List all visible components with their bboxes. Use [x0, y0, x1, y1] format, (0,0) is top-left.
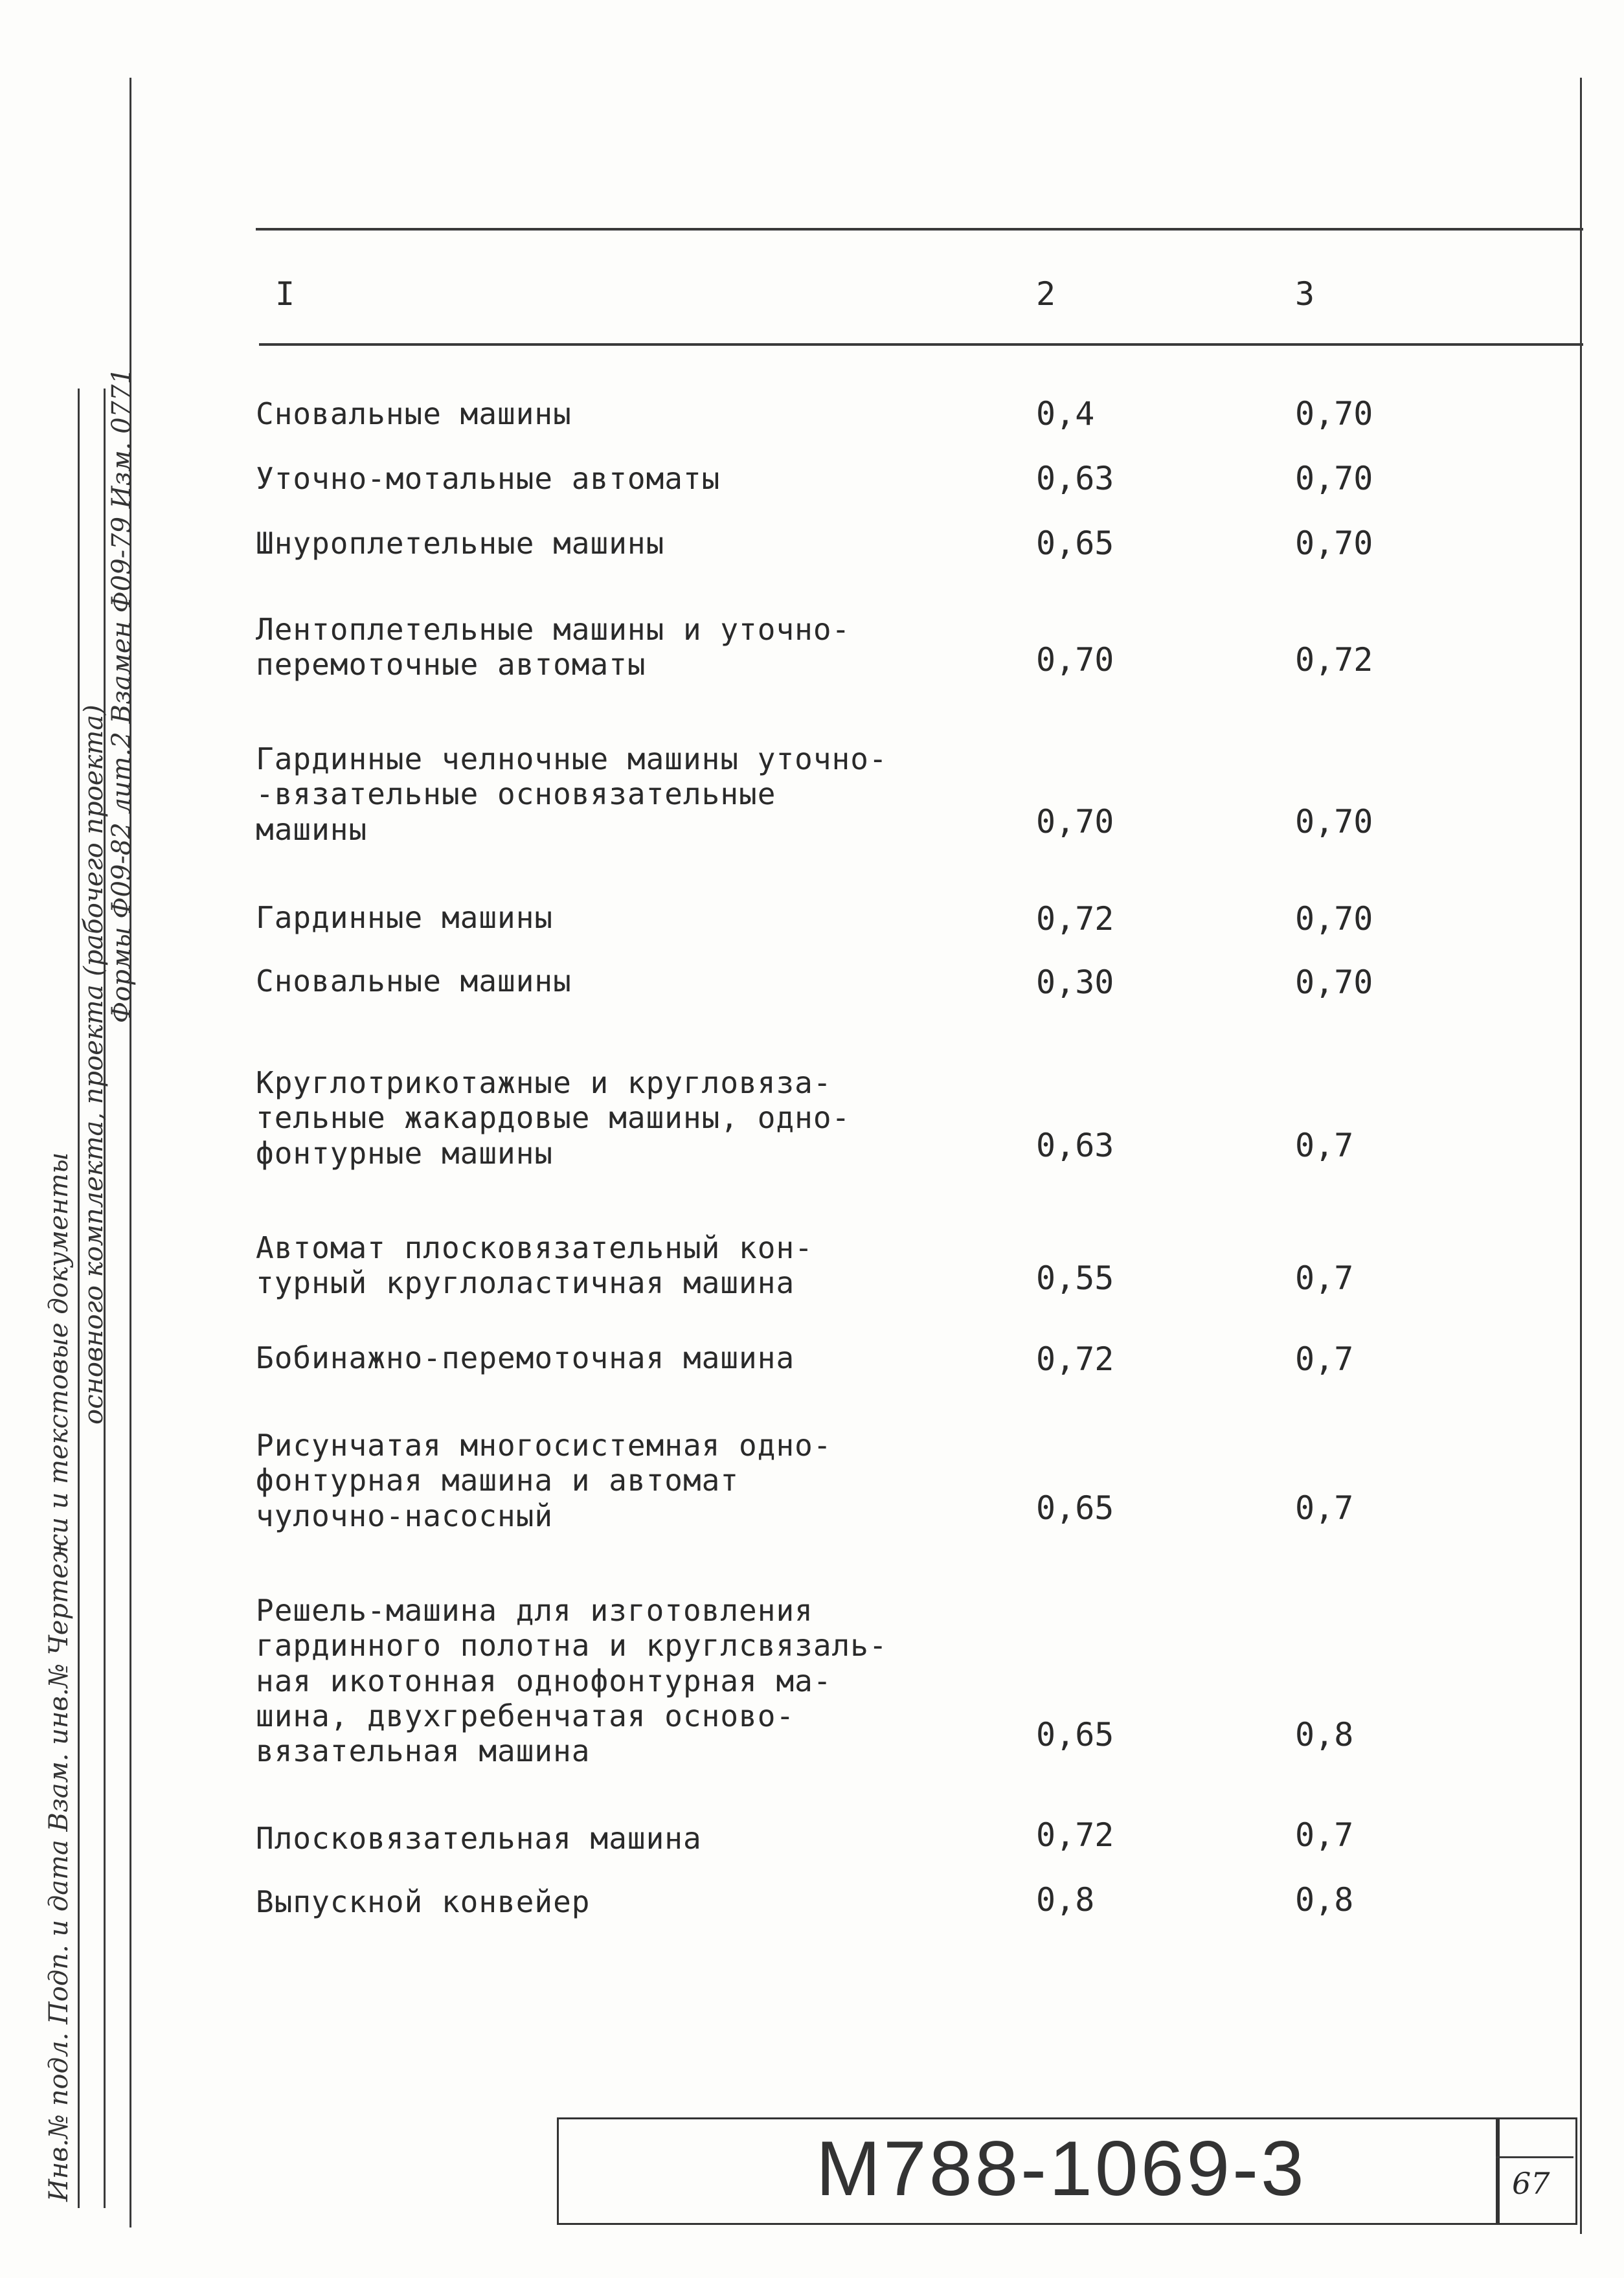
row-col3: 0,70 — [1295, 460, 1373, 497]
row-col3: 0,70 — [1295, 803, 1373, 840]
row-col2: 0,72 — [1036, 1816, 1114, 1854]
header-col3: 3 — [1295, 275, 1315, 313]
row-col2: 0,72 — [1036, 900, 1114, 938]
header-col2: 2 — [1036, 275, 1056, 313]
row-col2: 0,8 — [1036, 1881, 1095, 1919]
side-stamp-line2: основного комплекта, проекта (рабочего проекта) — [79, 705, 109, 1425]
sheet-box-divider — [1496, 2156, 1573, 2158]
right-margin-line — [1580, 78, 1582, 2234]
row-label: Плосковязательная машина — [256, 1821, 702, 1856]
row-col2: 0,63 — [1036, 1127, 1114, 1164]
sheet-number: 67 — [1512, 2166, 1550, 2201]
row-col3: 0,70 — [1295, 524, 1373, 562]
row-col2: 0,65 — [1036, 1489, 1114, 1527]
row-col2: 0,65 — [1036, 524, 1114, 562]
row-col3: 0,70 — [1295, 395, 1373, 433]
row-col2: 0,70 — [1036, 803, 1114, 840]
row-col2: 0,65 — [1036, 1716, 1114, 1754]
side-stamp-line1: Инв.№ подл. Подп. и дата Взам. инв.№ Чертежи и текстовые документы — [44, 1152, 74, 2202]
row-label: Шнуроплетельные машины — [256, 526, 665, 561]
row-label: Автомат плосковязательный кон- турный круглоластичная машина — [256, 1230, 813, 1301]
row-col2: 0,63 — [1036, 460, 1114, 497]
row-col2: 0,70 — [1036, 641, 1114, 679]
row-col3: 0,70 — [1295, 964, 1373, 1001]
row-label: Сновальные машины — [256, 964, 572, 998]
row-label: Лентоплетельные машины и уточно- перемоточные автоматы — [256, 612, 851, 682]
row-label: Гардинные машины — [256, 900, 554, 935]
row-col3: 0,7 — [1295, 1259, 1354, 1297]
row-col3: 0,8 — [1295, 1881, 1354, 1919]
row-col3: 0,7 — [1295, 1489, 1354, 1527]
row-col2: 0,4 — [1036, 395, 1095, 433]
row-col3: 0,7 — [1295, 1816, 1354, 1854]
row-col3: 0,7 — [1295, 1127, 1354, 1164]
row-label: Круглотрикотажные и кругловяза- тельные жакардовые машины, одно- фонтурные машины — [256, 1065, 851, 1171]
row-col3: 0,70 — [1295, 900, 1373, 938]
row-label: Сновальные машины — [256, 396, 572, 431]
header-col1: I — [275, 275, 295, 313]
row-label: Гардинные челночные машины уточно- -вязательные основязательные машины — [256, 741, 888, 847]
row-col2: 0,30 — [1036, 964, 1114, 1001]
table-header-rule — [259, 343, 1583, 346]
side-stamp-forms: Формы Ф09-82 лит.2 Взамен Ф09-79 Изм. 0771 — [107, 368, 137, 1023]
row-label: Решель-машина для изготовления гардинного полотна и круглсвязаль- ная икотонная однофонтурная ма- шина, двухгребенчатая осново- вязательная машина — [256, 1593, 888, 1769]
row-col2: 0,55 — [1036, 1259, 1114, 1297]
row-col3: 0,7 — [1295, 1340, 1354, 1378]
row-label: Уточно-мотальные автоматы — [256, 461, 721, 496]
row-label: Рисунчатая многосистемная одно- фонтурная машина и автомат чулочно-насосный — [256, 1428, 832, 1533]
table-top-rule — [256, 228, 1583, 231]
row-col3: 0,72 — [1295, 641, 1373, 679]
row-col2: 0,72 — [1036, 1340, 1114, 1378]
document-code: М788-1069-3 — [816, 2125, 1307, 2212]
row-col3: 0,8 — [1295, 1716, 1354, 1754]
row-label: Бобинажно-перемоточная машина — [256, 1340, 795, 1375]
row-label: Выпускной конвейер — [256, 1884, 591, 1919]
